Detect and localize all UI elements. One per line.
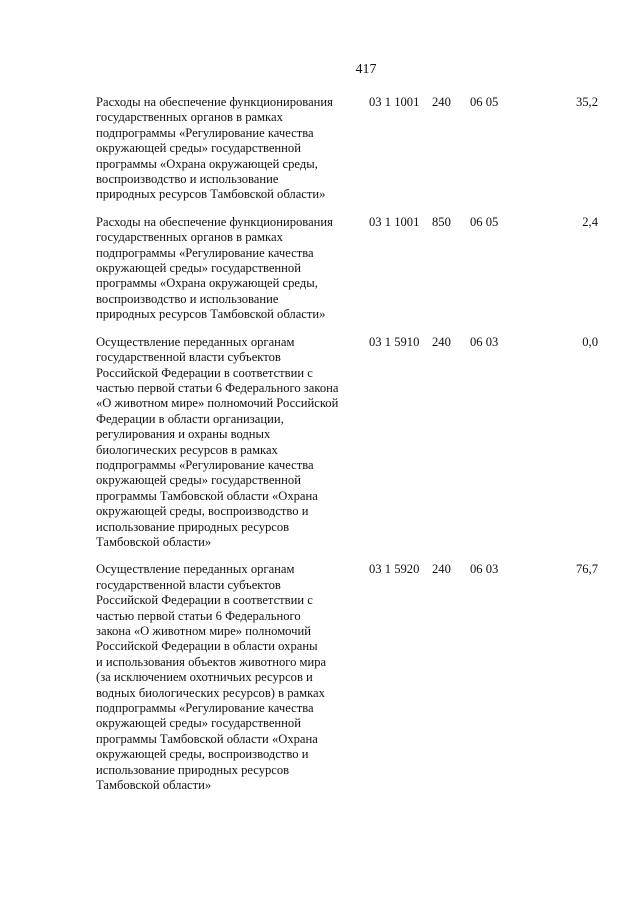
row-description: Расходы на обеспечение функционирования государственных органов в рамках подпрограммы «Регулирование качества окружающей среды» государственной программы «Охрана окружающей среды, воспроизводство и использование природных ресурсов Тамбовской области» — [96, 214, 333, 322]
budget-table — [0, 95, 640, 805]
section-subsection-code: 06 03 — [470, 334, 499, 349]
target-article-code: 03 1 5910 — [369, 334, 420, 349]
expense-type-code: 850 — [432, 214, 451, 229]
section-subsection-code: 06 03 — [470, 562, 499, 577]
target-article-code: 03 1 5920 — [369, 562, 420, 577]
table-row — [0, 215, 640, 323]
row-description: Осуществление переданных органам государственной власти субъектов Российской Федерации в соответствии с частью первой статьи 6 Федерального закона «О животном мире» полномочий Российской Федерации в области охраны и использования объектов животного мира (за исключением охотничьих ресурсов и водных биологических ресурсов) в рамках подпрограммы «Регулирование качества окружающей среды» государственной программы Тамбовской области «Охрана окружающей среды, воспроизводство и использование природных ресурсов Тамбовской области» — [96, 562, 327, 793]
amount-value: 2,4 — [582, 214, 598, 229]
target-article-code: 03 1 1001 — [369, 214, 420, 229]
row-description: Расходы на обеспечение функционирования государственных органов в рамках подпрограммы «Регулирование качества окружающей среды» государственной программы «Охрана окружающей среды, воспроизводство и использование природных ресурсов Тамбовской области» — [96, 95, 333, 202]
section-subsection-code: 06 05 — [470, 214, 499, 229]
amount-value: 0,0 — [582, 334, 598, 349]
row-description: Осуществление переданных органам государственной власти субъектов Российской Федерации в соответствии с частью первой статьи 6 Федерального закона «О животном мире» полномочий Российской Федерации в области организации, регулирования и охраны водных биологических ресурсов в рамках подпрограммы «Регулирование качества окружающей среды» государственной программы Тамбовской области «Охрана окружающей среды, воспроизводство и использование природных ресурсов Тамбовской области» — [96, 334, 339, 549]
expense-type-code: 240 — [432, 95, 451, 109]
table-row — [0, 562, 640, 793]
amount-value: 35,2 — [575, 95, 598, 109]
table-row — [0, 95, 640, 203]
expense-type-code: 240 — [432, 562, 451, 577]
expense-type-code: 240 — [432, 334, 451, 349]
section-subsection-code: 06 05 — [470, 95, 499, 109]
amount-value: 76,7 — [575, 562, 598, 577]
target-article-code: 03 1 1001 — [369, 95, 420, 109]
page-number: 417 — [355, 62, 377, 77]
table-row — [0, 335, 640, 551]
